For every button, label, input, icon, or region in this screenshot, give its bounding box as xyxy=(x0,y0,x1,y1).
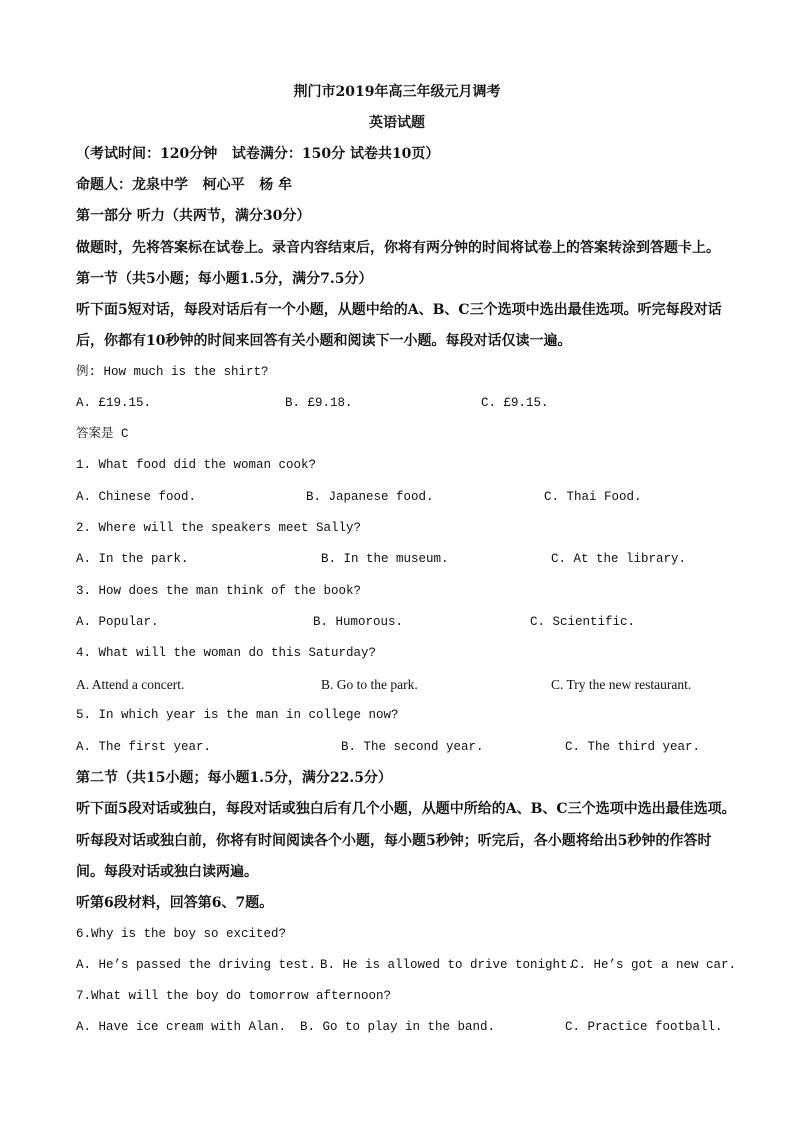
q6-option-b: B. He is allowed to drive tonight. xyxy=(320,958,576,972)
section2-instruction-line2: 听每段对话或独白前，你将有时间阅读各个小题，每小题5秒钟；听完后，各小题将给出5秒钟的作答时 xyxy=(76,833,712,849)
q1-option-a: A. Chinese food. xyxy=(76,490,197,504)
q7-option-a: A. Have ice cream with Alan. xyxy=(76,1020,287,1034)
q2-option-c: C. At the library. xyxy=(551,552,687,566)
section1-heading: 第一节（共5小题；每小题1.5分，满分7.5分） xyxy=(76,271,373,287)
question-6: 6.Why is the boy so excited? xyxy=(76,927,287,941)
question-3: 3. How does the man think of the book? xyxy=(76,584,362,598)
part1-instruction: 做题时，先将答案标在试卷上。录音内容结束后，你将有两分钟的时间将试卷上的答案转涂到答题卡上。 xyxy=(76,240,720,256)
example-option-a: A. £19.15. xyxy=(76,396,152,410)
q5-option-b: B. The second year. xyxy=(341,740,484,754)
section1-instruction-line1: 听下面5短对话，每段对话后有一个小题，从题中给的A、B、C三个选项中选出最佳选项。听完每段对话 xyxy=(76,302,722,318)
q5-option-c: C. The third year. xyxy=(565,740,701,754)
q3-option-c: C. Scientific. xyxy=(530,615,636,629)
section2-instruction-line1: 听下面5段对话或独白，每段对话或独白后有几个小题，从题中所给的A、B、C三个选项中选出最佳选项。 xyxy=(76,801,736,817)
q7-option-c: C. Practice football. xyxy=(565,1020,723,1034)
section2-heading: 第二节（共15小题；每小题1.5分，满分22.5分） xyxy=(76,770,392,786)
q1-option-b: B. Japanese food. xyxy=(306,490,434,504)
question-1: 1. What food did the woman cook? xyxy=(76,458,317,472)
exam-subject: 英语试题 xyxy=(369,115,425,131)
section1-instruction-line2: 后，你都有10秒钟的时间来回答有关小题和阅读下一小题。每段对话仅读一遍。 xyxy=(76,333,572,349)
q1-option-c: C. Thai Food. xyxy=(544,490,642,504)
exam-info: （考试时间：120分钟 试卷满分：150分 试卷共10页） xyxy=(76,146,440,162)
q4-option-a: A. Attend a concert. xyxy=(76,677,185,692)
q3-option-b: B. Humorous. xyxy=(313,615,404,629)
example-answer: 答案是 C xyxy=(76,427,129,441)
example-option-b: B. £9.18. xyxy=(285,396,353,410)
exam-title: 荆门市2019年高三年级元月调考 xyxy=(293,84,501,100)
q2-option-a: A. In the park. xyxy=(76,552,189,566)
part1-heading: 第一部分 听力（共两节，满分30分） xyxy=(76,208,311,224)
example-question: 例: How much is the shirt? xyxy=(76,365,269,379)
q3-option-a: A. Popular. xyxy=(76,615,159,629)
q7-option-b: B. Go to play in the band. xyxy=(300,1020,496,1034)
q6-option-a: A. He’s passed the driving test. xyxy=(76,958,317,972)
question-5: 5. In which year is the man in college now? xyxy=(76,708,399,722)
question-7: 7.What will the boy do tomorrow afternoon? xyxy=(76,989,392,1003)
question-4: 4. What will the woman do this Saturday? xyxy=(76,646,377,660)
q6-option-c: C. He’s got a new car. xyxy=(571,958,737,972)
question-2: 2. Where will the speakers meet Sally? xyxy=(76,521,362,535)
material-label: 听第6段材料，回答第6、7题。 xyxy=(76,895,274,911)
q5-option-a: A. The first year. xyxy=(76,740,212,754)
section2-instruction-line3: 间。每段对话或独白读两遍。 xyxy=(76,864,258,880)
q4-option-b: B. Go to the park. xyxy=(321,677,418,692)
exam-authors: 命题人：龙泉中学 柯心平 杨 牟 xyxy=(76,177,293,193)
q2-option-b: B. In the museum. xyxy=(321,552,449,566)
q4-option-c: C. Try the new restaurant. xyxy=(551,677,692,692)
example-option-c: C. £9.15. xyxy=(481,396,549,410)
